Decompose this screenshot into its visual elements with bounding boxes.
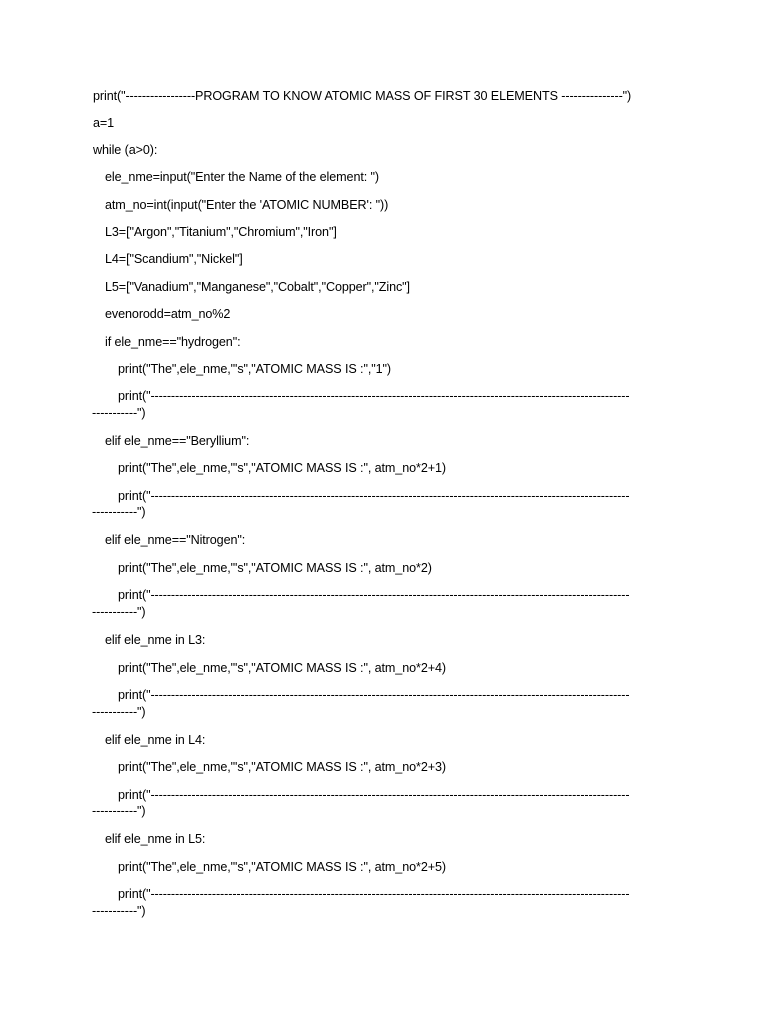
code-line-24: print("--------------------------------------------------------------------------------------------------------------------- [118,788,630,802]
code-line-11: print("The",ele_nme,"'s","ATOMIC MASS IS :","1") [118,362,391,376]
code-line-27-cont: -----------") [92,904,146,918]
code-line-25: elif ele_nme in L5: [105,832,206,846]
code-line-10: if ele_nme=="hydrogen": [105,335,241,349]
code-line-5: atm_no=int(input("Enter the 'ATOMIC NUMBER': ")) [105,198,389,212]
code-line-16: elif ele_nme=="Nitrogen": [105,533,246,547]
code-line-7: L4=["Scandium","Nickel"] [105,252,243,266]
code-line-15-cont: -----------") [92,505,146,519]
code-line-27: print("--------------------------------------------------------------------------------------------------------------------- [118,887,630,901]
code-line-8: L5=["Vanadium","Manganese","Cobalt","Copper","Zinc"] [105,280,410,294]
code-line-2: a=1 [93,116,115,130]
code-line-23: print("The",ele_nme,"'s","ATOMIC MASS IS :", atm_no*2+3) [118,760,446,774]
code-line-4: ele_nme=input("Enter the Name of the element: ") [105,170,380,184]
code-line-9: evenorodd=atm_no%2 [105,307,231,321]
code-line-14: print("The",ele_nme,"'s","ATOMIC MASS IS :", atm_no*2+1) [118,461,446,475]
code-line-12-cont: -----------") [92,406,146,420]
code-line-26: print("The",ele_nme,"'s","ATOMIC MASS IS :", atm_no*2+5) [118,860,446,874]
code-line-18-cont: -----------") [92,605,146,619]
code-line-18: print("--------------------------------------------------------------------------------------------------------------------- [118,588,630,602]
code-line-22: elif ele_nme in L4: [105,733,206,747]
code-line-15: print("--------------------------------------------------------------------------------------------------------------------- [118,489,630,503]
code-line-6: L3=["Argon","Titanium","Chromium","Iron"] [105,225,337,239]
code-line-17: print("The",ele_nme,"'s","ATOMIC MASS IS :", atm_no*2) [118,561,432,575]
code-line-24-cont: -----------") [92,804,146,818]
code-line-21-cont: -----------") [92,705,146,719]
code-line-12: print("--------------------------------------------------------------------------------------------------------------------- [118,389,630,403]
code-line-20: print("The",ele_nme,"'s","ATOMIC MASS IS :", atm_no*2+4) [118,661,446,675]
code-line-21: print("--------------------------------------------------------------------------------------------------------------------- [118,688,630,702]
code-line-3: while (a>0): [93,143,158,157]
code-line-1: print("-----------------PROGRAM TO KNOW ATOMIC MASS OF FIRST 30 ELEMENTS ---------------") [93,89,632,103]
code-line-19: elif ele_nme in L3: [105,633,206,647]
code-line-13: elif ele_nme=="Beryllium": [105,434,250,448]
